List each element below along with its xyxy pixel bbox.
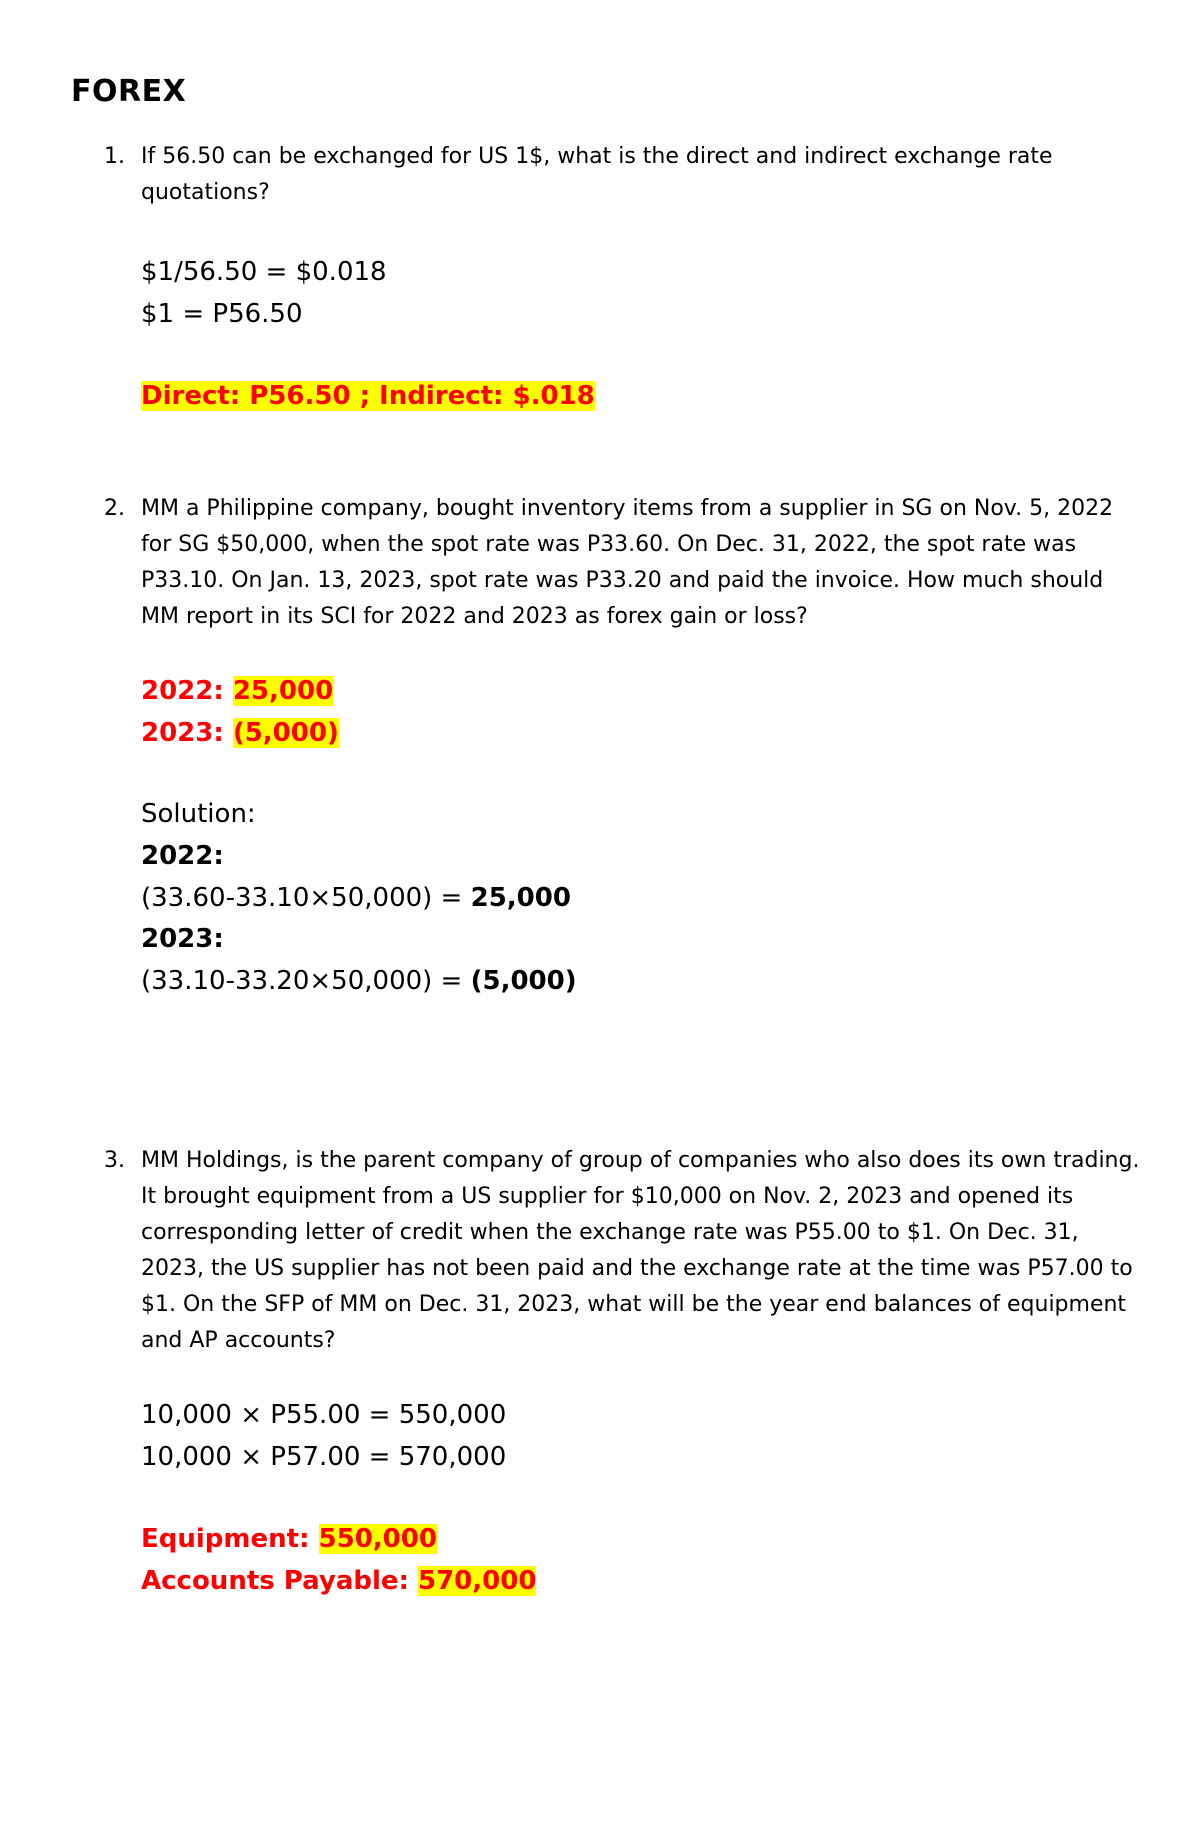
- question-3-answer-accounts-payable: [141, 1563, 536, 1599]
- question-1-calc-1: $1/56.50 = $0.018: [141, 257, 387, 287]
- solution-2023-expression: (33.10-33.20×50,000) =: [141, 966, 471, 996]
- question-1-answer-text: Direct: P56.50 ; Indirect: $.018: [141, 381, 595, 411]
- equipment-value: 550,000: [318, 1524, 437, 1554]
- equipment-label: Equipment:: [141, 1524, 319, 1554]
- question-1-answer: [141, 378, 595, 414]
- question-3-number: 3.: [104, 1148, 125, 1173]
- question-1-number: 1.: [104, 144, 125, 169]
- question-1-text: If 56.50 can be exchanged for US 1$, what is the direct and indirect exchange rate quotations?: [141, 144, 1053, 205]
- page-title: FOREX: [71, 74, 187, 109]
- solution-2023-line: [141, 963, 577, 999]
- solution-2022-label: 2022:: [141, 841, 224, 871]
- question-2-answer-2022: [141, 673, 333, 709]
- question-1-calc-2: $1 = P56.50: [141, 299, 303, 329]
- question-2-number: 2.: [104, 496, 125, 521]
- solution-2023-label: 2023:: [141, 924, 224, 954]
- question-3-answer-equipment: [141, 1521, 437, 1557]
- accounts-payable-label: Accounts Payable:: [141, 1566, 418, 1596]
- question-3-text: MM Holdings, is the parent company of group of companies who also does its own trading. It brought equipment from a US supplier for $10,000 on Nov. 2, 2023 and opened its corresponding letter of credit when the exchange rate was P55.00 to $1. On Dec. 31, 2023, the US supplier has not been paid and the exchange rate at the time was P57.00 to $1. On the SFP of MM on Dec. 31, 2023, what will be the year end balances of equipment and AP accounts?: [141, 1148, 1140, 1353]
- solution-label: Solution:: [141, 799, 256, 829]
- answer-2022-value: 25,000: [232, 676, 334, 706]
- question-2-answer-2023: [141, 715, 339, 751]
- answer-2023-label: 2023:: [141, 718, 224, 748]
- question-3-calc-1: 10,000 × P55.00 = 550,000: [141, 1400, 507, 1430]
- question-3-calc-2: 10,000 × P57.00 = 570,000: [141, 1442, 507, 1472]
- question-2-text: MM a Philippine company, bought inventory items from a supplier in SG on Nov. 5, 2022 for SG $50,000, when the spot rate was P33.60. On Dec. 31, 2022, the spot rate was P33.10. On Jan. 13, 2023, spot rate was P33.20 and paid the invoice. How much should MM report in its SCI for 2022 and 2023 as forex gain or loss?: [141, 496, 1114, 629]
- solution-2022-expression: (33.60-33.10×50,000) =: [141, 883, 471, 913]
- answer-2022-label: 2022:: [141, 676, 224, 706]
- solution-2022-line: [141, 880, 571, 916]
- answer-2023-value: (5,000): [232, 718, 339, 748]
- solution-2022-result: 25,000: [470, 883, 571, 913]
- accounts-payable-value: 570,000: [418, 1566, 537, 1596]
- solution-2023-result: (5,000): [470, 966, 577, 996]
